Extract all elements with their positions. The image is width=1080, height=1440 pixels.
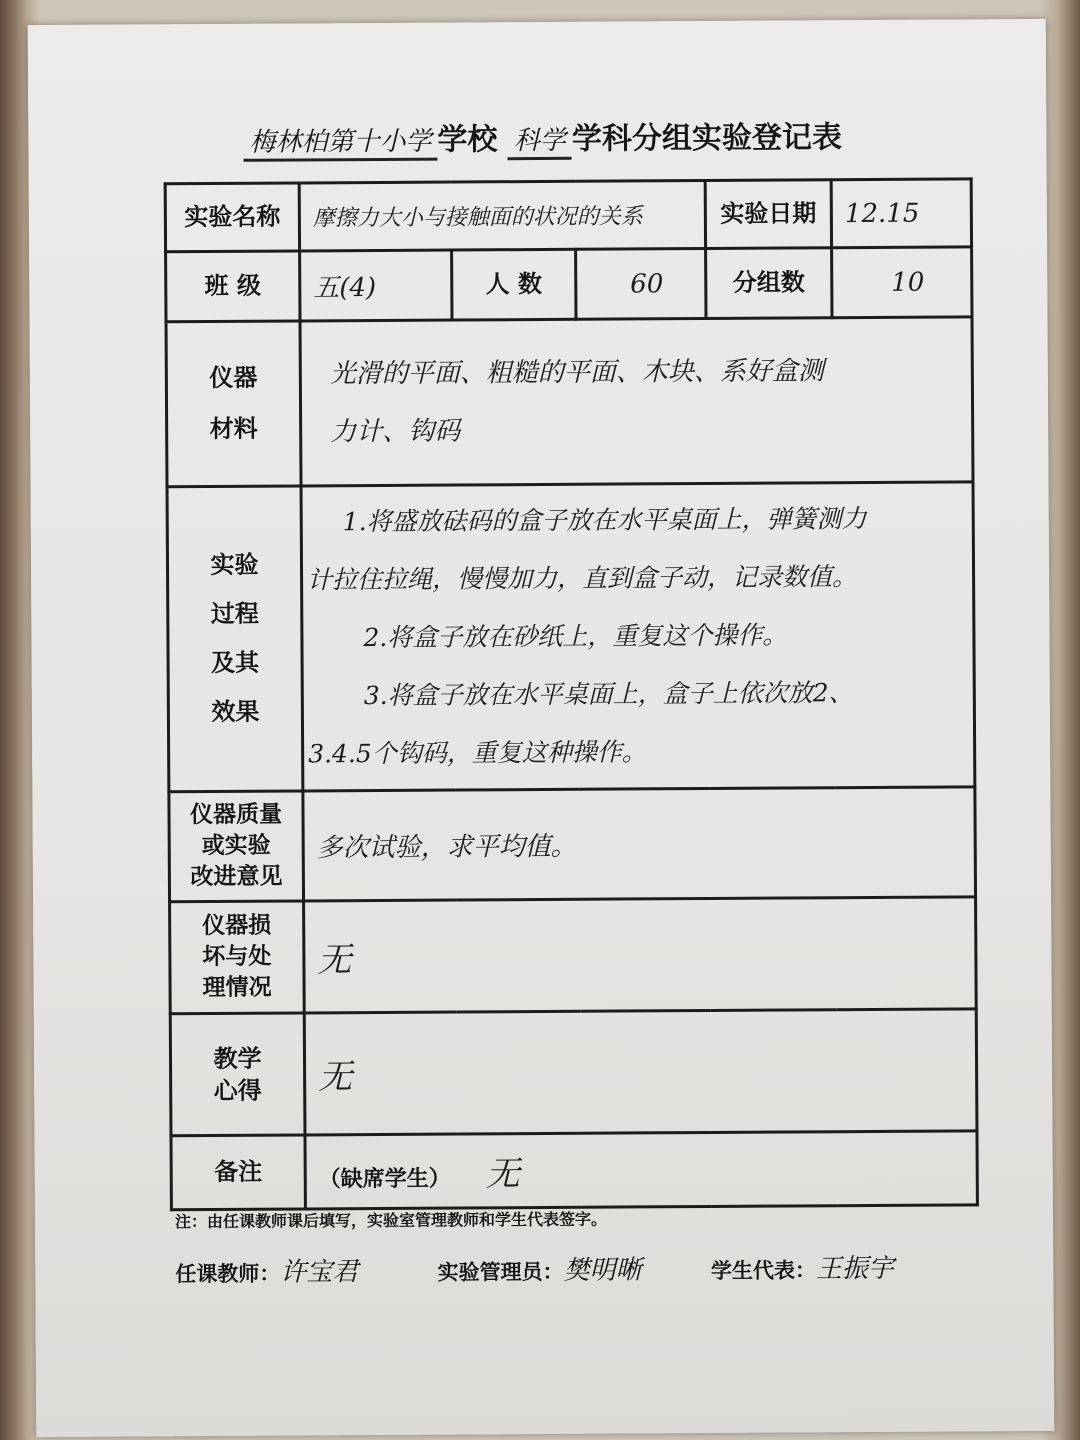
damage-label-line: 理情况 bbox=[202, 974, 272, 1002]
experience-label-line: 心得 bbox=[213, 1076, 262, 1105]
quality-label-line: 改进意见 bbox=[190, 863, 283, 891]
process-line: 2.将盒子放在砂纸上，重复这个操作。 bbox=[363, 620, 788, 653]
process-value bbox=[301, 482, 975, 791]
process-line: 3.将盒子放在水平桌面上，盒子上依次放2、 bbox=[363, 678, 854, 711]
row-remarks bbox=[171, 1131, 977, 1210]
student-count-value: 60 bbox=[576, 248, 706, 319]
damage-label-line: 坏与处 bbox=[202, 943, 272, 971]
class-value: 五(4) bbox=[300, 250, 452, 321]
process-label-line: 实验 bbox=[210, 550, 259, 580]
absent-students-label: （缺席学生） bbox=[318, 1166, 451, 1193]
process-label-line: 效果 bbox=[211, 697, 260, 727]
group-count-label: 分组数 bbox=[706, 248, 832, 319]
experiment-date-value: 12.15 bbox=[831, 179, 971, 248]
process-label bbox=[167, 486, 303, 792]
form-title bbox=[243, 112, 943, 186]
experience-label-line: 教学 bbox=[213, 1044, 262, 1073]
quality-label-line: 仪器质量 bbox=[189, 801, 283, 829]
row-quality bbox=[169, 787, 976, 902]
process-line: 计拉住拉绳，慢慢加力，直到盒子动，记录数值。 bbox=[307, 562, 858, 595]
row-damage bbox=[170, 897, 977, 1014]
admin-signature: 樊明晰 bbox=[563, 1255, 642, 1286]
student-count-label: 人 数 bbox=[452, 249, 576, 320]
damage-label bbox=[170, 901, 305, 1014]
admin-label: 实验管理员： bbox=[437, 1259, 564, 1285]
school-name-fill: 梅林柏第十小学 bbox=[243, 121, 437, 162]
materials-label bbox=[166, 321, 301, 487]
row-experience bbox=[170, 1009, 977, 1136]
paper-sheet bbox=[28, 19, 1055, 1437]
process-label-line: 及其 bbox=[211, 648, 260, 678]
signature-line bbox=[175, 1247, 995, 1289]
quality-value: 多次试验，求平均值。 bbox=[303, 787, 976, 901]
teacher-label: 任课教师： bbox=[175, 1261, 281, 1287]
materials-value bbox=[300, 317, 973, 486]
quality-label bbox=[169, 791, 304, 902]
group-count-value: 10 bbox=[832, 247, 972, 318]
damage-value: 无 bbox=[304, 897, 977, 1013]
row-materials bbox=[166, 317, 973, 487]
process-label-line: 过程 bbox=[210, 599, 259, 629]
experiment-date-label: 实验日期 bbox=[705, 180, 831, 249]
experiment-record-table bbox=[164, 177, 979, 1211]
subject-fill: 科学 bbox=[508, 120, 572, 160]
form-name: 学科分组实验登记表 bbox=[571, 120, 842, 157]
materials-label-line: 材料 bbox=[209, 414, 258, 444]
row-process bbox=[167, 482, 975, 792]
experience-value: 无 bbox=[304, 1009, 977, 1135]
row-class-info bbox=[166, 247, 972, 322]
process-line: 1.将盛放砝码的盒子放在水平桌面上，弹簧测力 bbox=[342, 504, 867, 537]
quality-label-line: 或实验 bbox=[201, 832, 271, 860]
student-rep-signature: 王振宇 bbox=[815, 1253, 895, 1285]
teacher-signature: 许宝君 bbox=[280, 1257, 359, 1288]
class-label: 班 级 bbox=[166, 251, 300, 322]
process-line: 3.4.5个钩码，重复这种操作。 bbox=[308, 737, 647, 769]
damage-label-line: 仪器损 bbox=[202, 912, 272, 940]
experience-label bbox=[170, 1013, 305, 1136]
materials-line: 光滑的平面、粗糙的平面、木块、系好盒测 bbox=[329, 356, 824, 390]
materials-line: 力计、钩码 bbox=[330, 416, 461, 448]
materials-label-line: 仪器 bbox=[209, 363, 258, 393]
footnote: 注：由任课教师课后填写，实验室管理教师和学生代表签字。 bbox=[174, 1209, 608, 1232]
remarks-label: 备注 bbox=[171, 1135, 305, 1210]
school-suffix: 学校 bbox=[437, 122, 498, 158]
experiment-name-value: 摩擦力大小与接触面的状况的关系 bbox=[299, 180, 705, 250]
remarks-value-cell bbox=[305, 1131, 977, 1209]
absent-students-value: 无 bbox=[485, 1154, 520, 1195]
experiment-name-label: 实验名称 bbox=[165, 183, 299, 252]
student-rep-label: 学生代表： bbox=[710, 1258, 817, 1283]
row-experiment-name bbox=[165, 179, 971, 252]
